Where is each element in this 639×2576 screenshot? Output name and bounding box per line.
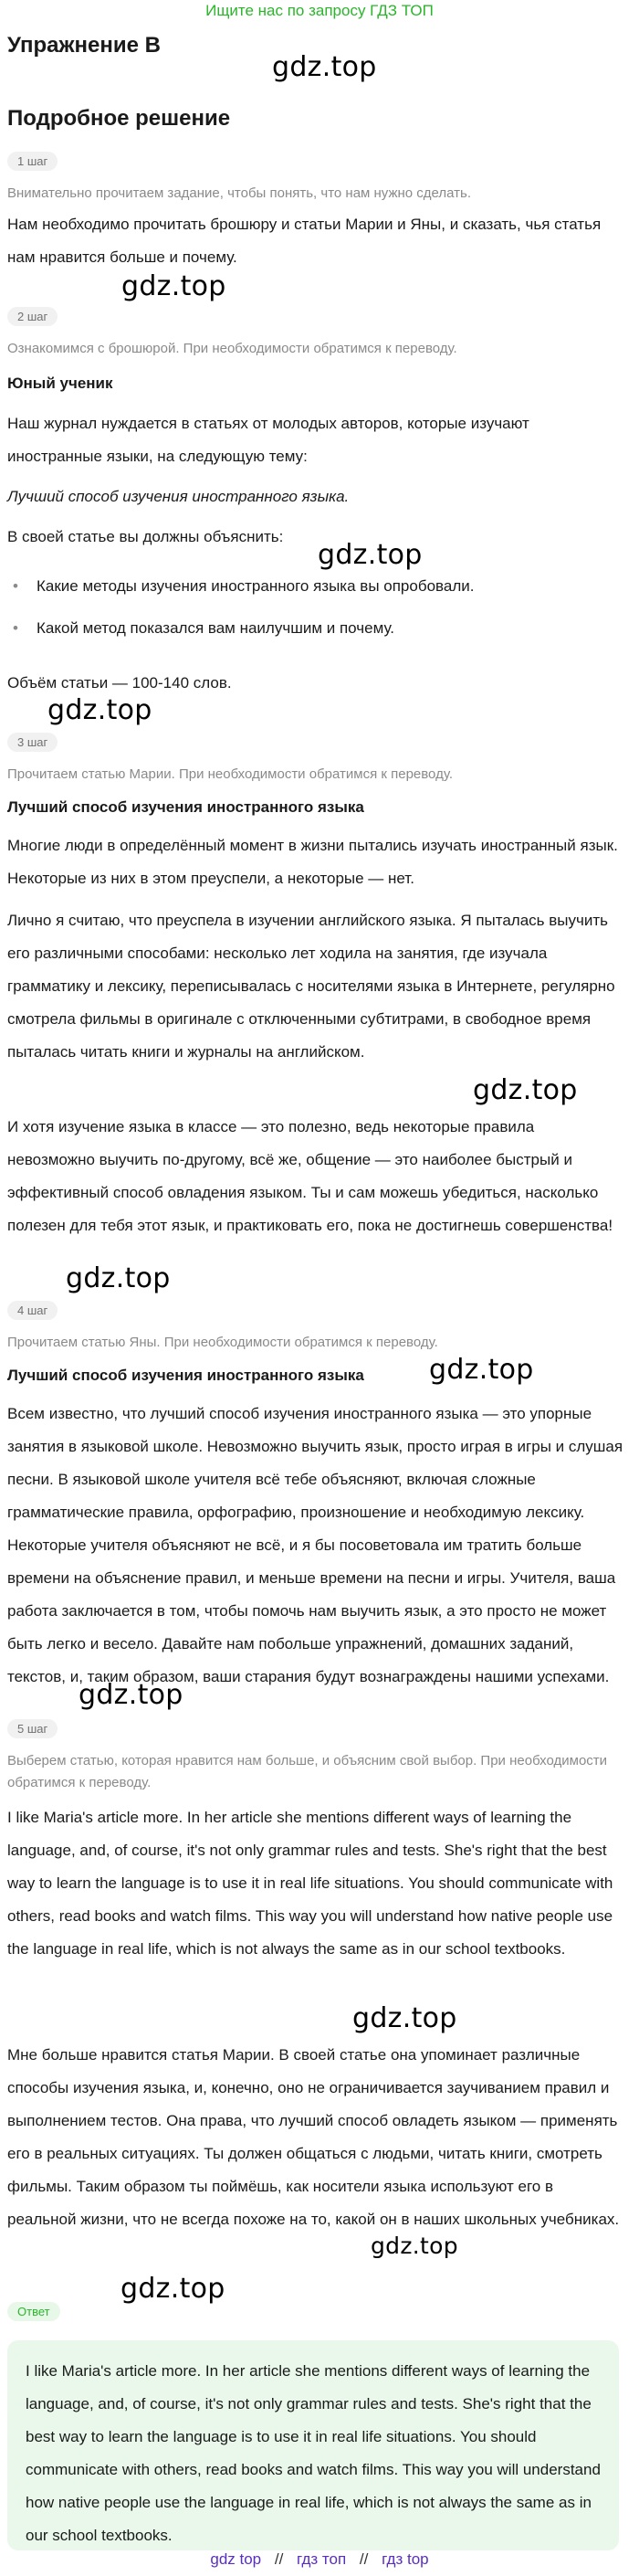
brochure-paragraph: Наш журнал нуждается в статьях от молодых авторов, которые изучают иностранные языки, на следующую тему: bbox=[7, 415, 529, 465]
article-paragraph: Всем известно, что лучший способ изучения иностранного языка — это упорные занятия в языковой школе. Невозможно выучить язык, просто играя в игры и слушая песни. В языковой школе учителя всё тебе объясняют, включая сложные грамматические правила, орфографию, произношение и необходимую лексику. Некоторые учителя объясняют не всё, и я бы посоветовала им тратить больше времени на объяснение правил, и меньше времени на песни и игры. Учителя, ваша работа заключается в том, чтобы помочь нам выучить язык, а это просто не может быть легко и весело. Давайте нам побольше упражнений, домашних заданий, текстов, и, таким образом, ваши старания будут вознаграждены нашими успехами. bbox=[7, 1405, 623, 1685]
watermark: gdz.top bbox=[371, 2233, 458, 2259]
step-hint: Внимательно прочитаем задание, чтобы понять, что нам нужно сделать. bbox=[7, 185, 472, 201]
watermark: gdz.top bbox=[272, 51, 377, 83]
article-paragraph: Многие люди в определённый момент в жизни пытались изучать иностранный язык. Некоторые из них в этом преуспели, а некоторые — нет. bbox=[7, 837, 618, 887]
brochure-paragraph: Объём статьи — 100-140 слов. bbox=[7, 674, 232, 692]
article-paragraph: И хотя изучение языка в классе — это полезно, ведь некоторые правила невозможно выучить по-другому, всё же, общение — это наиболее быстрый и эффективный способ овладения языком. Ты и сам можешь убедиться, насколько полезен для тебя этот язык, и практиковать его, пока не достигнешь совершенства! bbox=[7, 1118, 613, 1234]
footer-separator: // bbox=[274, 2550, 284, 2568]
article-title: Лучший способ изучения иностранного языка bbox=[7, 798, 364, 816]
watermark: gdz.top bbox=[429, 1354, 534, 1386]
step-badge: 5 шаг bbox=[7, 1719, 58, 1738]
step-text: Нам необходимо прочитать брошюру и статьи Марии и Яны, и сказать, чья статья нам нравится больше и почему. bbox=[7, 216, 602, 266]
choice-russian: Мне больше нравится статья Марии. В своей статье она упоминает различные способы изучения языка, и, конечно, оно не ограничивается заучиванием правил и выполнением тестов. Она права, что лучший способ овладеть языком — применять его в реальных ситуациях. Ты должен общаться с людьми, читать книги, смотреть фильмы. Таким образом ты поймёшь, как носители языка используют его в реальной жизни, что не всегда похоже на то, какой он в наших школьных учебниках. bbox=[7, 2046, 620, 2228]
watermark: gdz.top bbox=[352, 2002, 457, 2034]
brochure-topic: Лучший способ изучения иностранного языка. bbox=[7, 488, 350, 505]
watermark: gdz.top bbox=[473, 1074, 578, 1106]
step-badge: 2 шаг bbox=[7, 307, 58, 326]
watermark: gdz.top bbox=[121, 270, 226, 302]
watermark: gdz.top bbox=[66, 1262, 171, 1294]
watermark: gdz.top bbox=[79, 1679, 183, 1711]
brochure-bullet: • Какие методы изучения иностранного языка вы опробовали. bbox=[37, 570, 621, 603]
step-hint: Прочитаем статью Марии. При необходимости обратимся к переводу. bbox=[7, 766, 453, 782]
exercise-title: Упражнение B bbox=[7, 33, 161, 58]
article-paragraph: Лично я считаю, что преуспела в изучении английского языка. Я пыталась выучить его различными способами: несколько лет ходила на занятия, где изучала грамматику и лексику, переписывалась с носителями языка в Интернете, регулярно смотрела фильмы в оригинале с отключенными субтитрами, в свободное время пыталась читать книги и журналы на английском. bbox=[7, 912, 615, 1061]
step-badge: 4 шаг bbox=[7, 1301, 58, 1320]
step-hint: Ознакомимся с брошюрой. При необходимости обратимся к переводу. bbox=[7, 341, 457, 356]
footer-links bbox=[0, 2550, 639, 2569]
solution-title: Подробное решение bbox=[7, 106, 231, 131]
watermark: gdz.top bbox=[47, 694, 152, 726]
watermark: gdz.top bbox=[318, 539, 423, 571]
footer-separator: // bbox=[359, 2550, 369, 2568]
footer-link[interactable]: gdz top bbox=[210, 2550, 262, 2568]
top-banner[interactable]: Ищите нас по запросу ГДЗ ТОП bbox=[205, 2, 434, 19]
article-title: Лучший способ изучения иностранного языка bbox=[7, 1367, 364, 1384]
step-badge: 1 шаг bbox=[7, 152, 58, 171]
step-badge: 3 шаг bbox=[7, 733, 58, 752]
watermark: gdz.top bbox=[120, 2273, 225, 2305]
choice-english: I like Maria's article more. In her article she mentions different ways of learning the language, and, of course, it's not only grammar rules and tests. She's right that the best way to learn the language is to use it in real life situations. You should communicate with others, read books and watch films. This way you will understand how native people use the language in real life, which is not always the same as in our school textbooks. bbox=[7, 1809, 613, 1958]
brochure-paragraph: В своей статье вы должны объяснить: bbox=[7, 528, 284, 545]
answer-text: I like Maria's article more. In her article she mentions different ways of learning the language, and, of course, it's not only grammar rules and tests. She's right that the best way to learn the language is to use it in real life situations. You should communicate with others, read books and watch films. This way you will understand how native people use the language in real life, which is not always the same as in our school textbooks. bbox=[26, 2362, 601, 2544]
footer-link[interactable]: гдз топ bbox=[297, 2550, 347, 2568]
answer-badge: Ответ bbox=[7, 2302, 60, 2321]
brochure-bullet: • Какой метод показался вам наилучшим и почему. bbox=[37, 612, 621, 645]
step-hint: Выберем статью, которая нравится нам больше, и объясним свой выбор. При необходимости обратимся к переводу. bbox=[7, 1753, 608, 1790]
footer-link[interactable]: гдз top bbox=[382, 2550, 429, 2568]
brochure-title: Юный ученик bbox=[7, 375, 113, 392]
step-hint: Прочитаем статью Яны. При необходимости обратимся к переводу. bbox=[7, 1335, 438, 1350]
